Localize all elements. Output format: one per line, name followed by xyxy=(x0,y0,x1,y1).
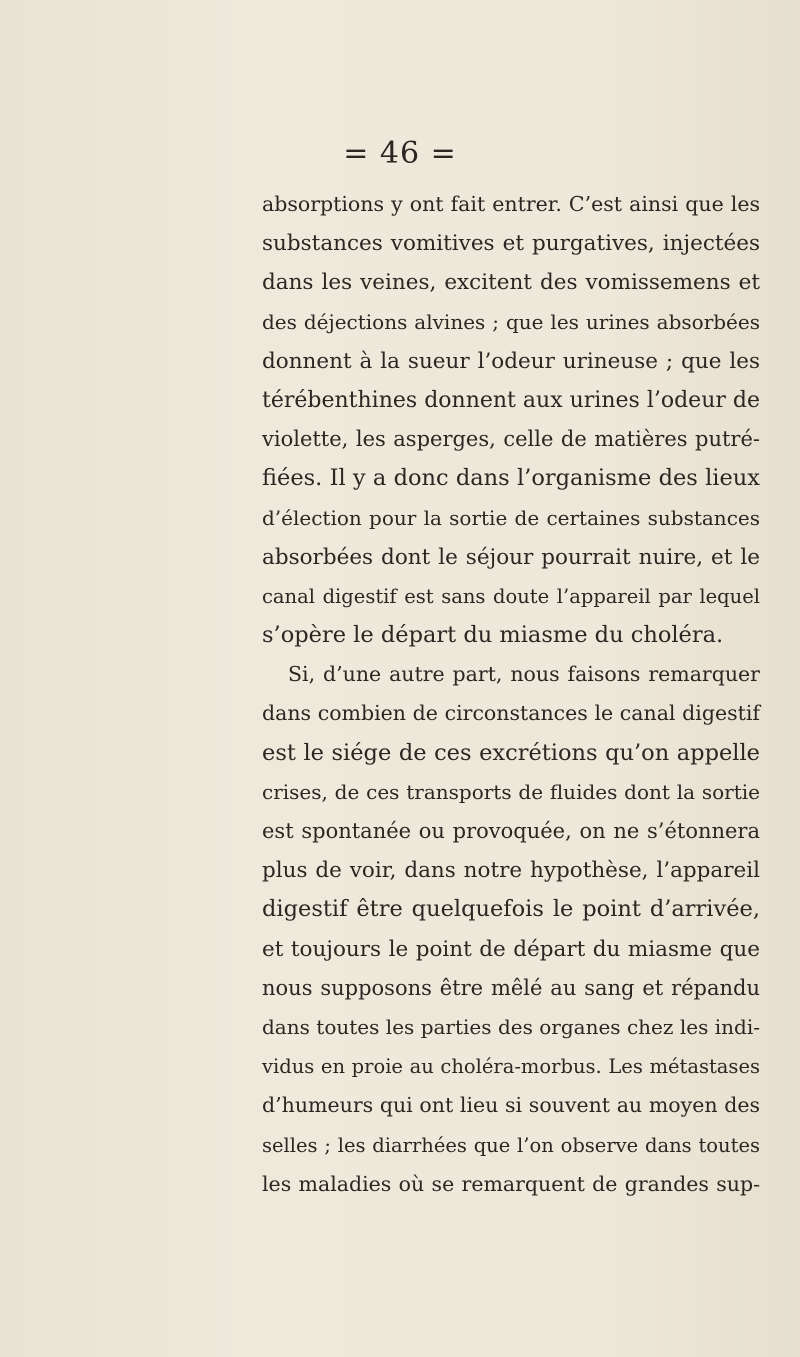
text-line: dans combien de circonstances le canal digestif xyxy=(262,701,760,726)
text-line: s’opère le départ du miasme du choléra. xyxy=(262,622,724,649)
text-line: absorptions y ont fait entrer. C’est ainsi que les xyxy=(262,192,760,216)
text-line: d’élection pour la sortie de certaines substances xyxy=(262,505,760,530)
text-line: dans les veines, excitent des vomissemens et xyxy=(262,270,760,296)
text-line: et toujours le point de départ du miasme que xyxy=(262,936,760,962)
text-line: substances vomitives et purgatives, injectées xyxy=(262,231,760,257)
text-line: crises, de ces transports de fluides dont la sortie xyxy=(262,779,760,804)
text-line: les maladies où se remarquent de grandes sup- xyxy=(262,1171,760,1196)
text-line: selles ; les diarrhées que l’on observe dans toutes xyxy=(262,1133,760,1157)
text-line: dans toutes les parties des organes chez les indi- xyxy=(262,1014,760,1039)
text-line: est le siége de ces excrétions qu’on appelle xyxy=(262,739,760,766)
text-line: plus de voir, dans notre hypothèse, l’appareil xyxy=(262,858,760,884)
text-line: violette, les asperges, celle de matières putré- xyxy=(262,427,760,452)
text-line: est spontanée ou provoquée, on ne s’étonnera xyxy=(262,819,760,843)
page-number: = 46 = xyxy=(343,136,457,171)
body-text xyxy=(262,185,760,1204)
text-line: donnent à la sueur l’odeur urineuse ; que les xyxy=(262,348,760,374)
text-line: nous supposons être mêlé au sang et répandu xyxy=(262,975,760,1000)
text-line: canal digestif est sans doute l’appareil par lequel xyxy=(262,584,760,608)
text-line: des déjections alvines ; que les urines absorbées xyxy=(262,309,760,334)
text-line: vidus en proie au choléra-morbus. Les métastases xyxy=(262,1055,760,1079)
text-line: absorbées dont le séjour pourrait nuire, et le xyxy=(262,544,760,570)
text-line: fiées. Il y a donc dans l’organisme des lieux xyxy=(262,465,760,492)
paragraph-first-line: Si, d’une autre part, nous faisons remarquer xyxy=(288,662,760,687)
text-line: térébenthines donnent aux urines l’odeur de xyxy=(262,387,760,413)
text-line: digestif être quelquefois le point d’arrivée, xyxy=(262,896,760,923)
text-line: d’humeurs qui ont lieu si souvent au moyen des xyxy=(262,1093,760,1118)
